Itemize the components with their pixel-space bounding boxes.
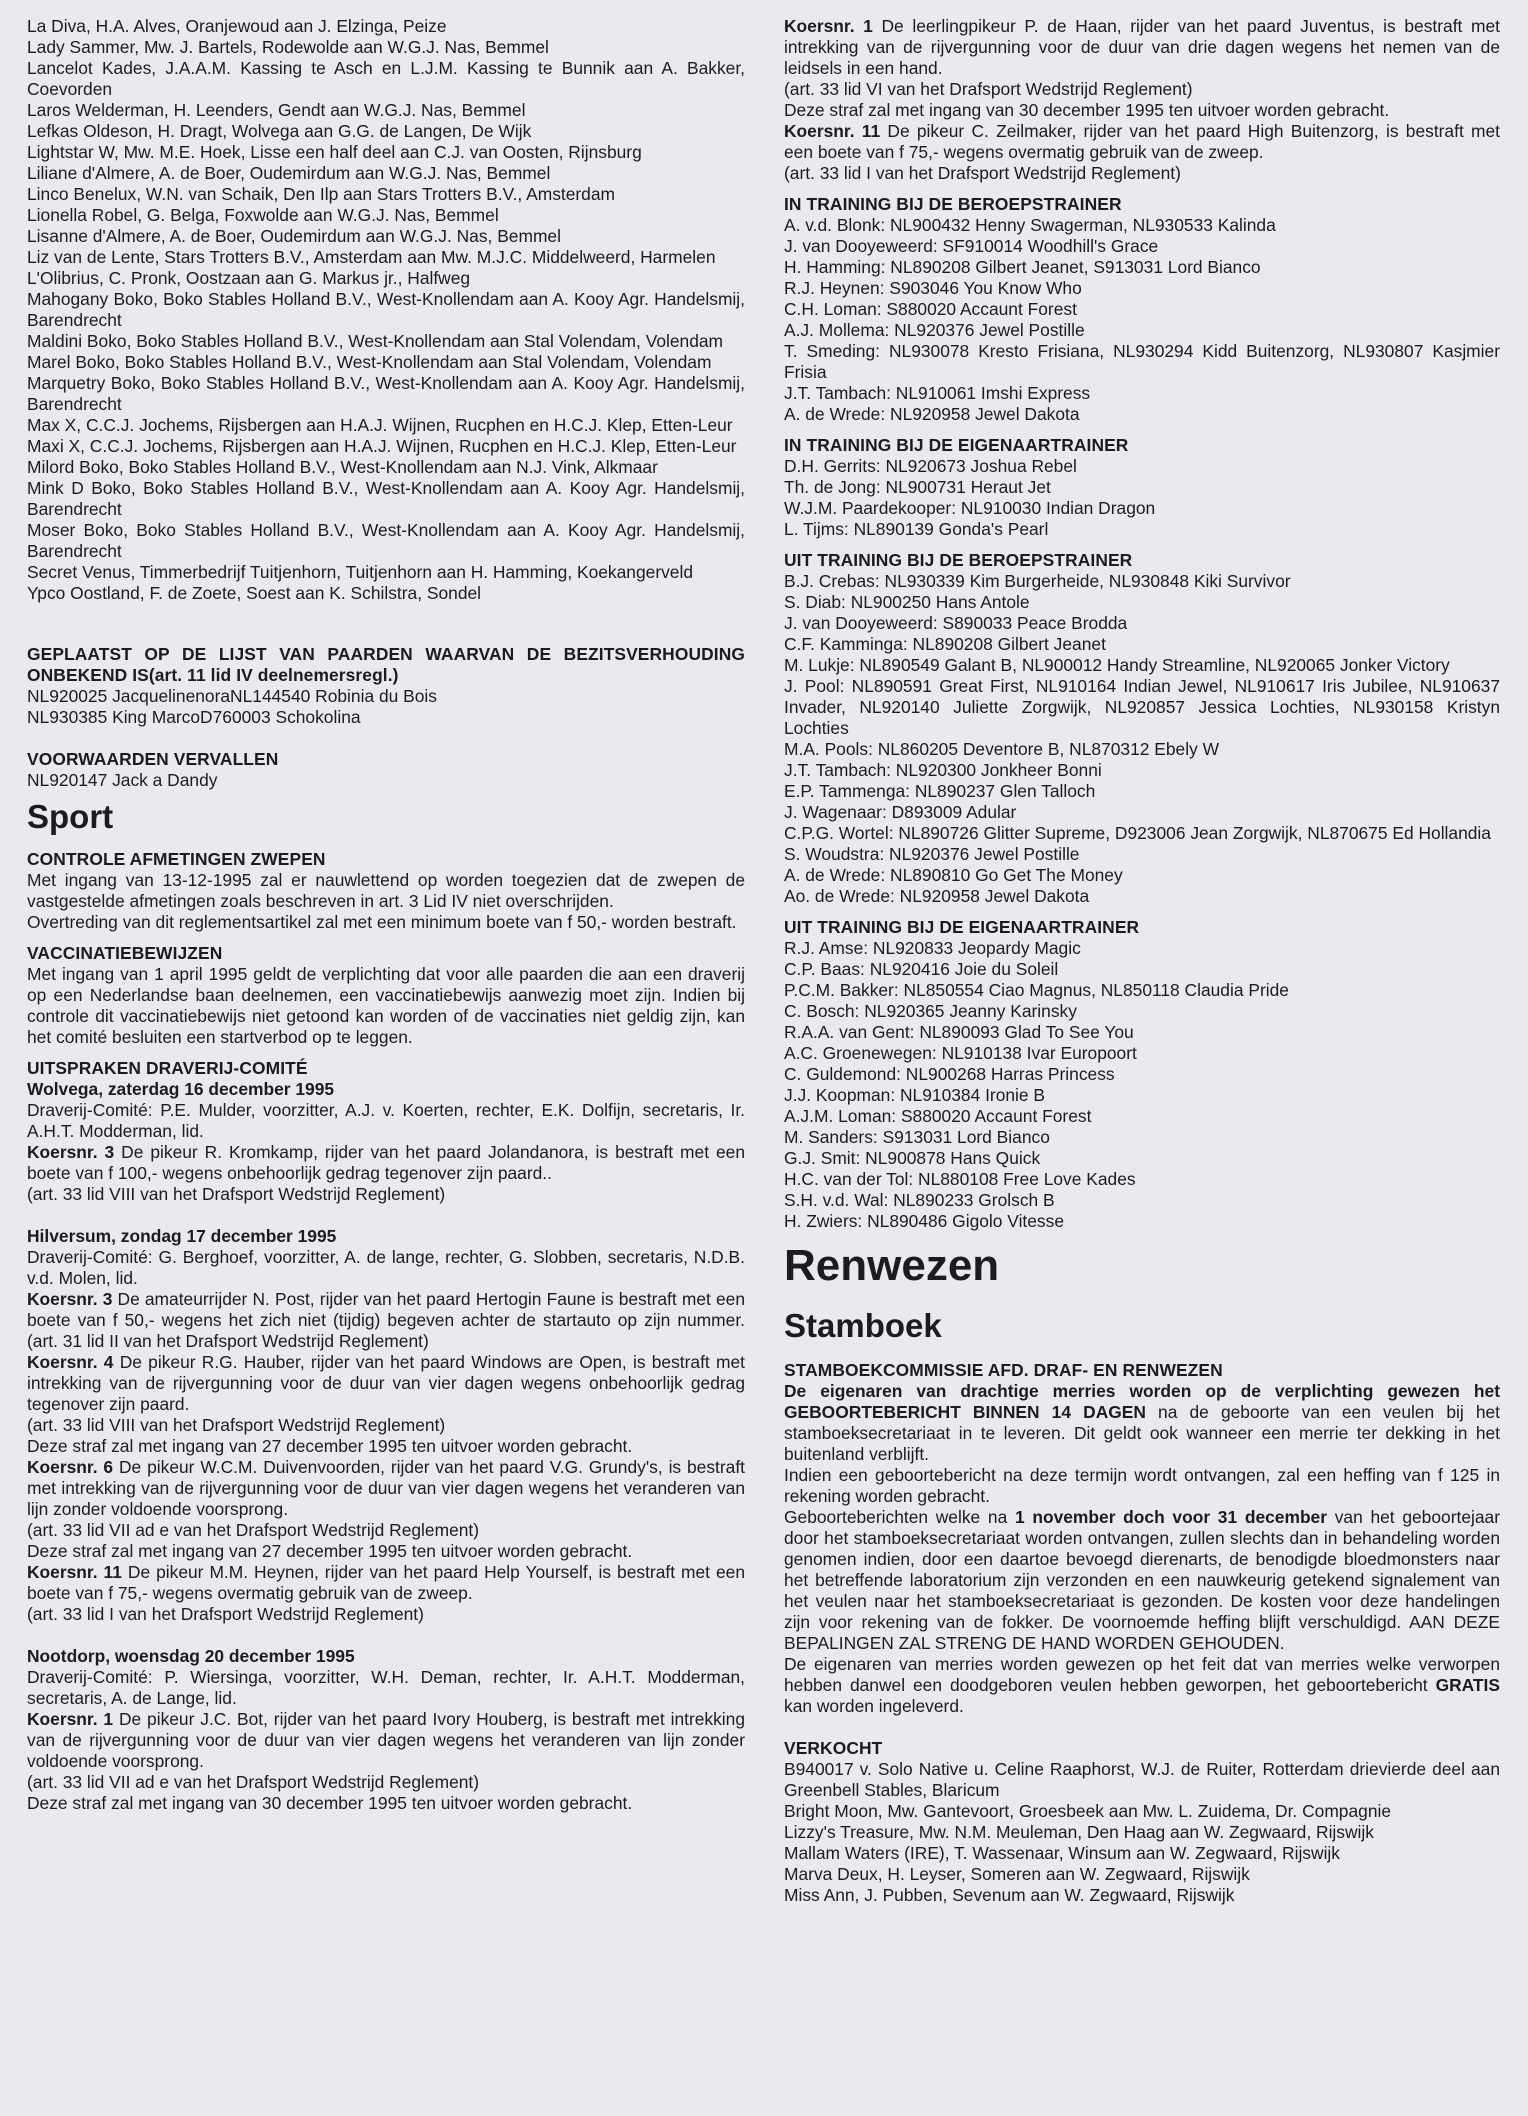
list-item: A.J.M. Loman: S880020 Accaunt Forest [784, 1106, 1092, 1126]
voorwaarden-heading: VOORWAARDEN VERVALLEN [27, 749, 279, 769]
ruling [784, 16, 1500, 79]
list-item: E.P. Tammenga: NL890237 Glen Talloch [784, 781, 1096, 801]
list-item: Mallam Waters (IRE), T. Wassenaar, Winsum aan W. Zegwaard, Rijswijk [784, 1843, 1340, 1863]
vaccinatie-heading: VACCINATIEBEWIJZEN [27, 943, 223, 963]
ruling-text: De pikeur J.C. Bot, rijder van het paard Ivory Houberg, is bestraft met intrekking van de rijvergunning voor de duur van vier dagen wegens het veranderen van lijn zonder voldoende voorsprong. [27, 1709, 746, 1771]
list-item: A. de Wrede: NL920958 Jewel Dakota [784, 404, 1080, 424]
unknown-ownership-heading: GEPLAATST OP DE LIJST VAN PAARDEN WAARVAN DE BEZITSVERHOUDING ONBEKEND IS(art. 11 lid IV deelnemersregl.) [27, 644, 745, 685]
ruling-text: De pikeur M.M. Heynen, rijder van het paard Help Yourself, is bestraft met een boete van f 75,- wegens overmatig gebruik van de zweep. [27, 1562, 745, 1603]
paragraph-text: van het geboortejaar door het stamboeksecretariaat worden ontvangen, zullen slechts dan in behandeling worden genomen indien, door een daartoe bevoegd dierenarts, de benodigde bloedmonsters naar het betreffende laboratorium zijn verzonden en een nauwkeurig getekend signalement van het veulen naar het stamboeksecretariaat is gezonden. De kosten voor deze handelingen zijn voor rekening van de fokker. De voornoemde heffing blijft verschuldigd. AAN DEZE BEPALINGEN ZAL STRENG DE HAND WORDEN GEHOUDEN. [784, 1507, 1500, 1653]
owner-list [27, 16, 745, 604]
list-item: J.J. Koopman: NL910384 Ironie B [784, 1085, 1046, 1105]
list-item: Mink D Boko, Boko Stables Holland B.V., West-Knollendam aan A. Kooy Agr. Handelsmij, Barendrecht [27, 478, 745, 519]
paragraph-text: kan worden ingeleverd. [784, 1696, 964, 1716]
list-item: R.J. Amse: NL920833 Jeopardy Magic [784, 938, 1081, 958]
ruling [27, 1709, 745, 1772]
list-item: Lancelot Kades, J.A.A.M. Kassing te Asch en L.J.M. Kassing te Bunnik aan A. Bakker, Coevorden [27, 58, 745, 99]
paragraph [784, 1654, 1500, 1717]
paragraph: (art. 33 lid VII ad e van het Drafsport Wedstrijd Reglement) [27, 1772, 480, 1792]
list-item: G.J. Smit: NL900878 Hans Quick [784, 1148, 1041, 1168]
ruling-text: De amateurrijder N. Post, rijder van het paard Hertogin Faune is bestraft met een boete van f 50,- wegens het zich niet (tijdig) begeven achter de startauto op zijn nummer. (art. 31 lid II van het Drafsport Wedstrijd Reglement) [27, 1289, 746, 1351]
list-item: A. v.d. Blonk: NL900432 Henny Swagerman, NL930533 Kalinda [784, 215, 1276, 235]
list-item: Maldini Boko, Boko Stables Holland B.V., West-Knollendam aan Stal Volendam, Volendam [27, 331, 724, 351]
list-item: P.C.M. Bakker: NL850554 Ciao Magnus, NL850118 Claudia Pride [784, 980, 1289, 1000]
left-column [27, 16, 745, 1814]
stamboek-section-title: Stamboek [784, 1307, 942, 1344]
list-item: M.A. Pools: NL860205 Deventore B, NL870312 Ebely W [784, 739, 1220, 759]
list-item: D.H. Gerrits: NL920673 Joshua Rebel [784, 456, 1077, 476]
list-item: H.C. van der Tol: NL880108 Free Love Kades [784, 1169, 1136, 1189]
list-item: Bright Moon, Mw. Gantevoort, Groesbeek aan Mw. L. Zuidema, Dr. Compagnie [784, 1801, 1392, 1821]
paragraph: Met ingang van 13-12-1995 zal er nauwlettend op worden toegezien dat de zwepen de vastgestelde afmetingen zoals beschreven in art. 3 Lid IV niet overschrijden. [27, 870, 745, 911]
list-item: Moser Boko, Boko Stables Holland B.V., West-Knollendam aan A. Kooy Agr. Handelsmij, Barendrecht [27, 520, 745, 561]
koers-label: Koersnr. 3 [27, 1142, 115, 1162]
sport-section-title: Sport [27, 798, 114, 835]
list-item: Ypco Oostland, F. de Zoete, Soest aan K. Schilstra, Sondel [27, 583, 482, 603]
list-item: H. Hamming: NL890208 Gilbert Jeanet, S913031 Lord Bianco [784, 257, 1261, 277]
list-item: T. Smeding: NL930078 Kresto Frisiana, NL930294 Kidd Buitenzorg, NL930807 Kasjmier Frisia [784, 341, 1500, 382]
list-item: Max X, C.C.J. Jochems, Rijsbergen aan H.A.J. Wijnen, Rucphen en H.C.J. Klep, Etten-Leur [27, 415, 733, 435]
ruling [784, 121, 1500, 163]
list-item: Lizzy's Treasure, Mw. N.M. Meuleman, Den Haag aan W. Zegwaard, Rijswijk [784, 1822, 1374, 1842]
emphasis: GRATIS [1435, 1675, 1500, 1695]
koers-label: Koersnr. 4 [27, 1352, 114, 1372]
list-item: Miss Ann, J. Pubben, Sevenum aan W. Zegwaard, Rijswijk [784, 1885, 1235, 1905]
list-item: B.J. Crebas: NL930339 Kim Burgerheide, NL930848 Kiki Survivor [784, 571, 1291, 591]
list-item: Linco Benelux, W.N. van Schaik, Den Ilp aan Stars Trotters B.V., Amsterdam [27, 184, 616, 204]
list-item: W.J.M. Paardekooper: NL910030 Indian Dragon [784, 498, 1156, 518]
list-item: Mahogany Boko, Boko Stables Holland B.V., West-Knollendam aan A. Kooy Agr. Handelsmij, Barendrecht [27, 289, 745, 330]
ruling-text: De leerlingpikeur P. de Haan, rijder van het paard Juventus, is bestraft met intrekking van de rijvergunning voor de duur van drie dagen wegens het nemen van de leidsels in een hand. [784, 16, 1500, 78]
stamboekcommissie-heading: STAMBOEKCOMMISSIE AFD. DRAF- EN RENWEZEN [784, 1360, 1223, 1380]
list-item: Liliane d'Almere, A. de Boer, Oudemirdum aan W.G.J. Nas, Bemmel [27, 163, 551, 183]
koers-label: Koersnr. 1 [27, 1709, 114, 1729]
paragraph: (art. 33 lid VII ad e van het Drafsport Wedstrijd Reglement) [27, 1520, 480, 1540]
paragraph: Deze straf zal met ingang van 30 december 1995 ten uitvoer worden gebracht. [784, 100, 1390, 120]
ruling-text: De pikeur W.C.M. Duivenvoorden, rijder van het paard V.G. Grundy's, is bestraft met intrekking van de rijvergunning voor de duur van vier dagen wegens het veranderen van lijn zonder voldoende voorsprong. [27, 1457, 745, 1519]
paragraph: Overtreding van dit reglementsartikel zal met een minimum boete van f 50,- worden bestraft. [27, 912, 737, 932]
ruling [27, 1562, 745, 1604]
paragraph: Indien een geboortebericht na deze termijn wordt ontvangen, zal een heffing van f 125 in rekening worden gebracht. [784, 1465, 1500, 1506]
list-item: Lisanne d'Almere, A. de Boer, Oudemirdum aan W.G.J. Nas, Bemmel [27, 226, 561, 246]
list-item: A.C. Groenewegen: NL910138 Ivar Europoort [784, 1043, 1137, 1063]
koers-label: Koersnr. 11 [784, 121, 881, 141]
paragraph [784, 1507, 1500, 1654]
list-item: H. Zwiers: NL890486 Gigolo Vitesse [784, 1211, 1064, 1231]
list-item: J. Wagenaar: D893009 Adular [784, 802, 1017, 822]
list-item: C. Bosch: NL920365 Jeanny Karinsky [784, 1001, 1077, 1021]
list-item: M. Lukje: NL890549 Galant B, NL900012 Handy Streamline, NL920065 Jonker Victory [784, 655, 1450, 675]
ruling [27, 1457, 745, 1520]
list-item: R.J. Heynen: S903046 You Know Who [784, 278, 1082, 298]
list-item: Maxi X, C.C.J. Jochems, Rijsbergen aan H.A.J. Wijnen, Rucphen en H.C.J. Klep, Etten-Leur [27, 436, 737, 456]
paragraph: Deze straf zal met ingang van 27 december 1995 ten uitvoer worden gebracht. [27, 1436, 633, 1456]
ruling-text: De pikeur R. Kromkamp, rijder van het paard Jolandanora, is bestraft met een boete van f 100,- wegens onbehoorlijk gedrag tegenover zijn paard.. [27, 1142, 745, 1183]
list-item: Lefkas Oldeson, H. Dragt, Wolvega aan G.G. de Langen, De Wijk [27, 121, 532, 141]
emphasis: 1 november doch voor 31 december [1014, 1507, 1328, 1527]
emphasis: De eigenaren van drachtige merries worden op de verplichting gewezen het GEBOORTEBERICHT BINNEN 14 DAGEN [784, 1381, 1500, 1422]
uit-training-beroeps-heading: UIT TRAINING BIJ DE BEROEPSTRAINER [784, 550, 1133, 570]
list-item: Lightstar W, Mw. M.E. Hoek, Lisse een half deel aan C.J. van Oosten, Rijnsburg [27, 142, 642, 162]
list-item: Lady Sammer, Mw. J. Bartels, Rodewolde aan W.G.J. Nas, Bemmel [27, 37, 549, 57]
list-item: J.T. Tambach: NL920300 Jonkheer Bonni [784, 760, 1102, 780]
list-item: B940017 v. Solo Native u. Celine Raaphorst, W.J. de Ruiter, Rotterdam drievierde deel aan Greenbell Stables, Blaricum [784, 1759, 1500, 1800]
nootdorp-date: Nootdorp, woensdag 20 december 1995 [27, 1646, 355, 1666]
list-item: NL920147 Jack a Dandy [27, 770, 218, 790]
ruling-text: De pikeur R.G. Hauber, rijder van het paard Windows are Open, is bestraft met intrekking van de rijvergunning voor de duur van vier dagen wegens onbehoorlijk gedrag tegenover zijn paard. [27, 1352, 745, 1414]
list-item: S.H. v.d. Wal: NL890233 Grolsch B [784, 1190, 1055, 1210]
list-item: J. van Dooyeweerd: SF910014 Woodhill's Grace [784, 236, 1159, 256]
paragraph: Deze straf zal met ingang van 27 december 1995 ten uitvoer worden gebracht. [27, 1541, 633, 1561]
list-item: L. Tijms: NL890139 Gonda's Pearl [784, 519, 1049, 539]
list-item: Laros Welderman, H. Leenders, Gendt aan W.G.J. Nas, Bemmel [27, 100, 526, 120]
list-item: L'Olibrius, C. Pronk, Oostzaan aan G. Markus jr., Halfweg [27, 268, 471, 288]
list-item: Ao. de Wrede: NL920958 Jewel Dakota [784, 886, 1090, 906]
koers-label: Koersnr. 6 [27, 1457, 114, 1477]
list-item: NL930385 King MarcoD760003 Schokolina [27, 707, 361, 727]
list-item: J. van Dooyeweerd: S890033 Peace Brodda [784, 613, 1128, 633]
list-item: NL920025 JacquelinenoraNL144540 Robinia du Bois [27, 686, 437, 706]
verkocht-heading: VERKOCHT [784, 1738, 883, 1758]
paragraph-text: Geboorteberichten welke na [784, 1507, 1015, 1527]
paragraph: Draverij-Comité: P. Wiersinga, voorzitter, W.H. Deman, rechter, Ir. A.H.T. Modderman, secretaris, A. de Lange, lid. [27, 1667, 745, 1708]
list-item: Marel Boko, Boko Stables Holland B.V., West-Knollendam aan Stal Volendam, Volendam [27, 352, 712, 372]
paragraph: (art. 33 lid VIII van het Drafsport Wedstrijd Reglement) [27, 1415, 446, 1435]
ruling [27, 1142, 745, 1184]
list-item: J.T. Tambach: NL910061 Imshi Express [784, 383, 1091, 403]
right-column [784, 16, 1500, 1906]
paragraph [784, 1381, 1500, 1465]
list-item: Secret Venus, Timmerbedrijf Tuitjenhorn, Tuitjenhorn aan H. Hamming, Koekangerveld [27, 562, 694, 582]
uitspraken-heading: UITSPRAKEN DRAVERIJ-COMITÉ [27, 1058, 308, 1078]
in-training-beroeps-heading: IN TRAINING BIJ DE BEROEPSTRAINER [784, 194, 1122, 214]
list-item: C.P.G. Wortel: NL890726 Glitter Supreme, D923006 Jean Zorgwijk, NL870675 Ed Hollandia [784, 823, 1491, 843]
paragraph: Met ingang van 1 april 1995 geldt de verplichting dat voor alle paarden die aan een draverij op een Nederlandse baan deelnemen, een vaccinatiebewijs aanwezig moet zijn. Indien bij controle dit vaccinatiebewijs niet getoond kan worden of de vaccinaties niet geldig zijn, kan het comité besluiten een startverbod op te leggen. [27, 964, 745, 1047]
paragraph-text: De eigenaren van merries worden gewezen op het feit dat van merries welke verworpen hebben danwel een doodgeboren veulen hebben geworpen, het geboortebericht [784, 1654, 1500, 1695]
paragraph: Draverij-Comité: G. Berghoef, voorzitter, A. de lange, rechter, G. Slobben, secretaris, N.D.B. v.d. Molen, lid. [27, 1247, 745, 1288]
zwepen-heading: CONTROLE AFMETINGEN ZWEPEN [27, 849, 326, 869]
paragraph: Draverij-Comité: P.E. Mulder, voorzitter, A.J. v. Koerten, rechter, E.K. Dolfijn, secretaris, Ir. A.H.T. Modderman, lid. [27, 1100, 745, 1141]
list-item: A. de Wrede: NL890810 Go Get The Money [784, 865, 1123, 885]
list-item: Liz van de Lente, Stars Trotters B.V., Amsterdam aan Mw. M.J.C. Middelweerd, Harmelen [27, 247, 716, 267]
hilversum-date: Hilversum, zondag 17 december 1995 [27, 1226, 337, 1246]
list-item: M. Sanders: S913031 Lord Bianco [784, 1127, 1050, 1147]
list-item: J. Pool: NL890591 Great First, NL910164 Indian Jewel, NL910617 Iris Jubilee, NL910637 Invader, NL920140 Juliette Zorgwijk, NL920857 Jessica Lochties, NL930158 Kristyn Lochties [784, 676, 1500, 738]
renwezen-section-title: Renwezen [784, 1241, 1000, 1290]
list-item: Milord Boko, Boko Stables Holland B.V., West-Knollendam aan N.J. Vink, Alkmaar [27, 457, 658, 477]
list-item: Marquetry Boko, Boko Stables Holland B.V., West-Knollendam aan A. Kooy Agr. Handelsmij, Barendrecht [27, 373, 745, 414]
list-item: C. Guldemond: NL900268 Harras Princess [784, 1064, 1115, 1084]
paragraph: (art. 33 lid I van het Drafsport Wedstrijd Reglement) [27, 1604, 424, 1624]
uit-training-eigenaar-heading: UIT TRAINING BIJ DE EIGENAARTRAINER [784, 917, 1140, 937]
ruling-text: De pikeur C. Zeilmaker, rijder van het paard High Buitenzorg, is bestraft met een boete van f 75,- wegens overmatig gebruik van de zweep. [784, 121, 1500, 162]
list-item: Lionella Robel, G. Belga, Foxwolde aan W.G.J. Nas, Bemmel [27, 205, 499, 225]
wolvega-date: Wolvega, zaterdag 16 december 1995 [27, 1079, 335, 1099]
koers-label: Koersnr. 1 [784, 16, 873, 36]
list-item: Th. de Jong: NL900731 Heraut Jet [784, 477, 1051, 497]
paragraph: (art. 33 lid VIII van het Drafsport Wedstrijd Reglement) [27, 1184, 446, 1204]
list-item: C.H. Loman: S880020 Accaunt Forest [784, 299, 1077, 319]
list-item: R.A.A. van Gent: NL890093 Glad To See You [784, 1022, 1134, 1042]
koers-label: Koersnr. 11 [27, 1562, 122, 1582]
paragraph: Deze straf zal met ingang van 30 december 1995 ten uitvoer worden gebracht. [27, 1793, 633, 1813]
list-item: A.J. Mollema: NL920376 Jewel Postille [784, 320, 1085, 340]
paragraph: (art. 33 lid VI van het Drafsport Wedstrijd Reglement) [784, 79, 1193, 99]
list-item: S. Woudstra: NL920376 Jewel Postille [784, 844, 1080, 864]
list-item: C.F. Kamminga: NL890208 Gilbert Jeanet [784, 634, 1106, 654]
paragraph: (art. 33 lid I van het Drafsport Wedstrijd Reglement) [784, 163, 1181, 183]
list-item: La Diva, H.A. Alves, Oranjewoud aan J. Elzinga, Peize [27, 16, 447, 36]
list-item: Marva Deux, H. Leyser, Someren aan W. Zegwaard, Rijswijk [784, 1864, 1250, 1884]
paragraph-text: na de geboorte van een veulen bij het stamboeksecretariaat in te leveren. Dit geldt ook wanneer een merrie ter dekking in het buitenland verblijft. [784, 1402, 1501, 1464]
list-item: S. Diab: NL900250 Hans Antole [784, 592, 1030, 612]
ruling [27, 1352, 745, 1415]
ruling [27, 1289, 745, 1352]
list-item: C.P. Baas: NL920416 Joie du Soleil [784, 959, 1059, 979]
koers-label: Koersnr. 3 [27, 1289, 113, 1309]
in-training-eigenaar-heading: IN TRAINING BIJ DE EIGENAARTRAINER [784, 435, 1129, 455]
